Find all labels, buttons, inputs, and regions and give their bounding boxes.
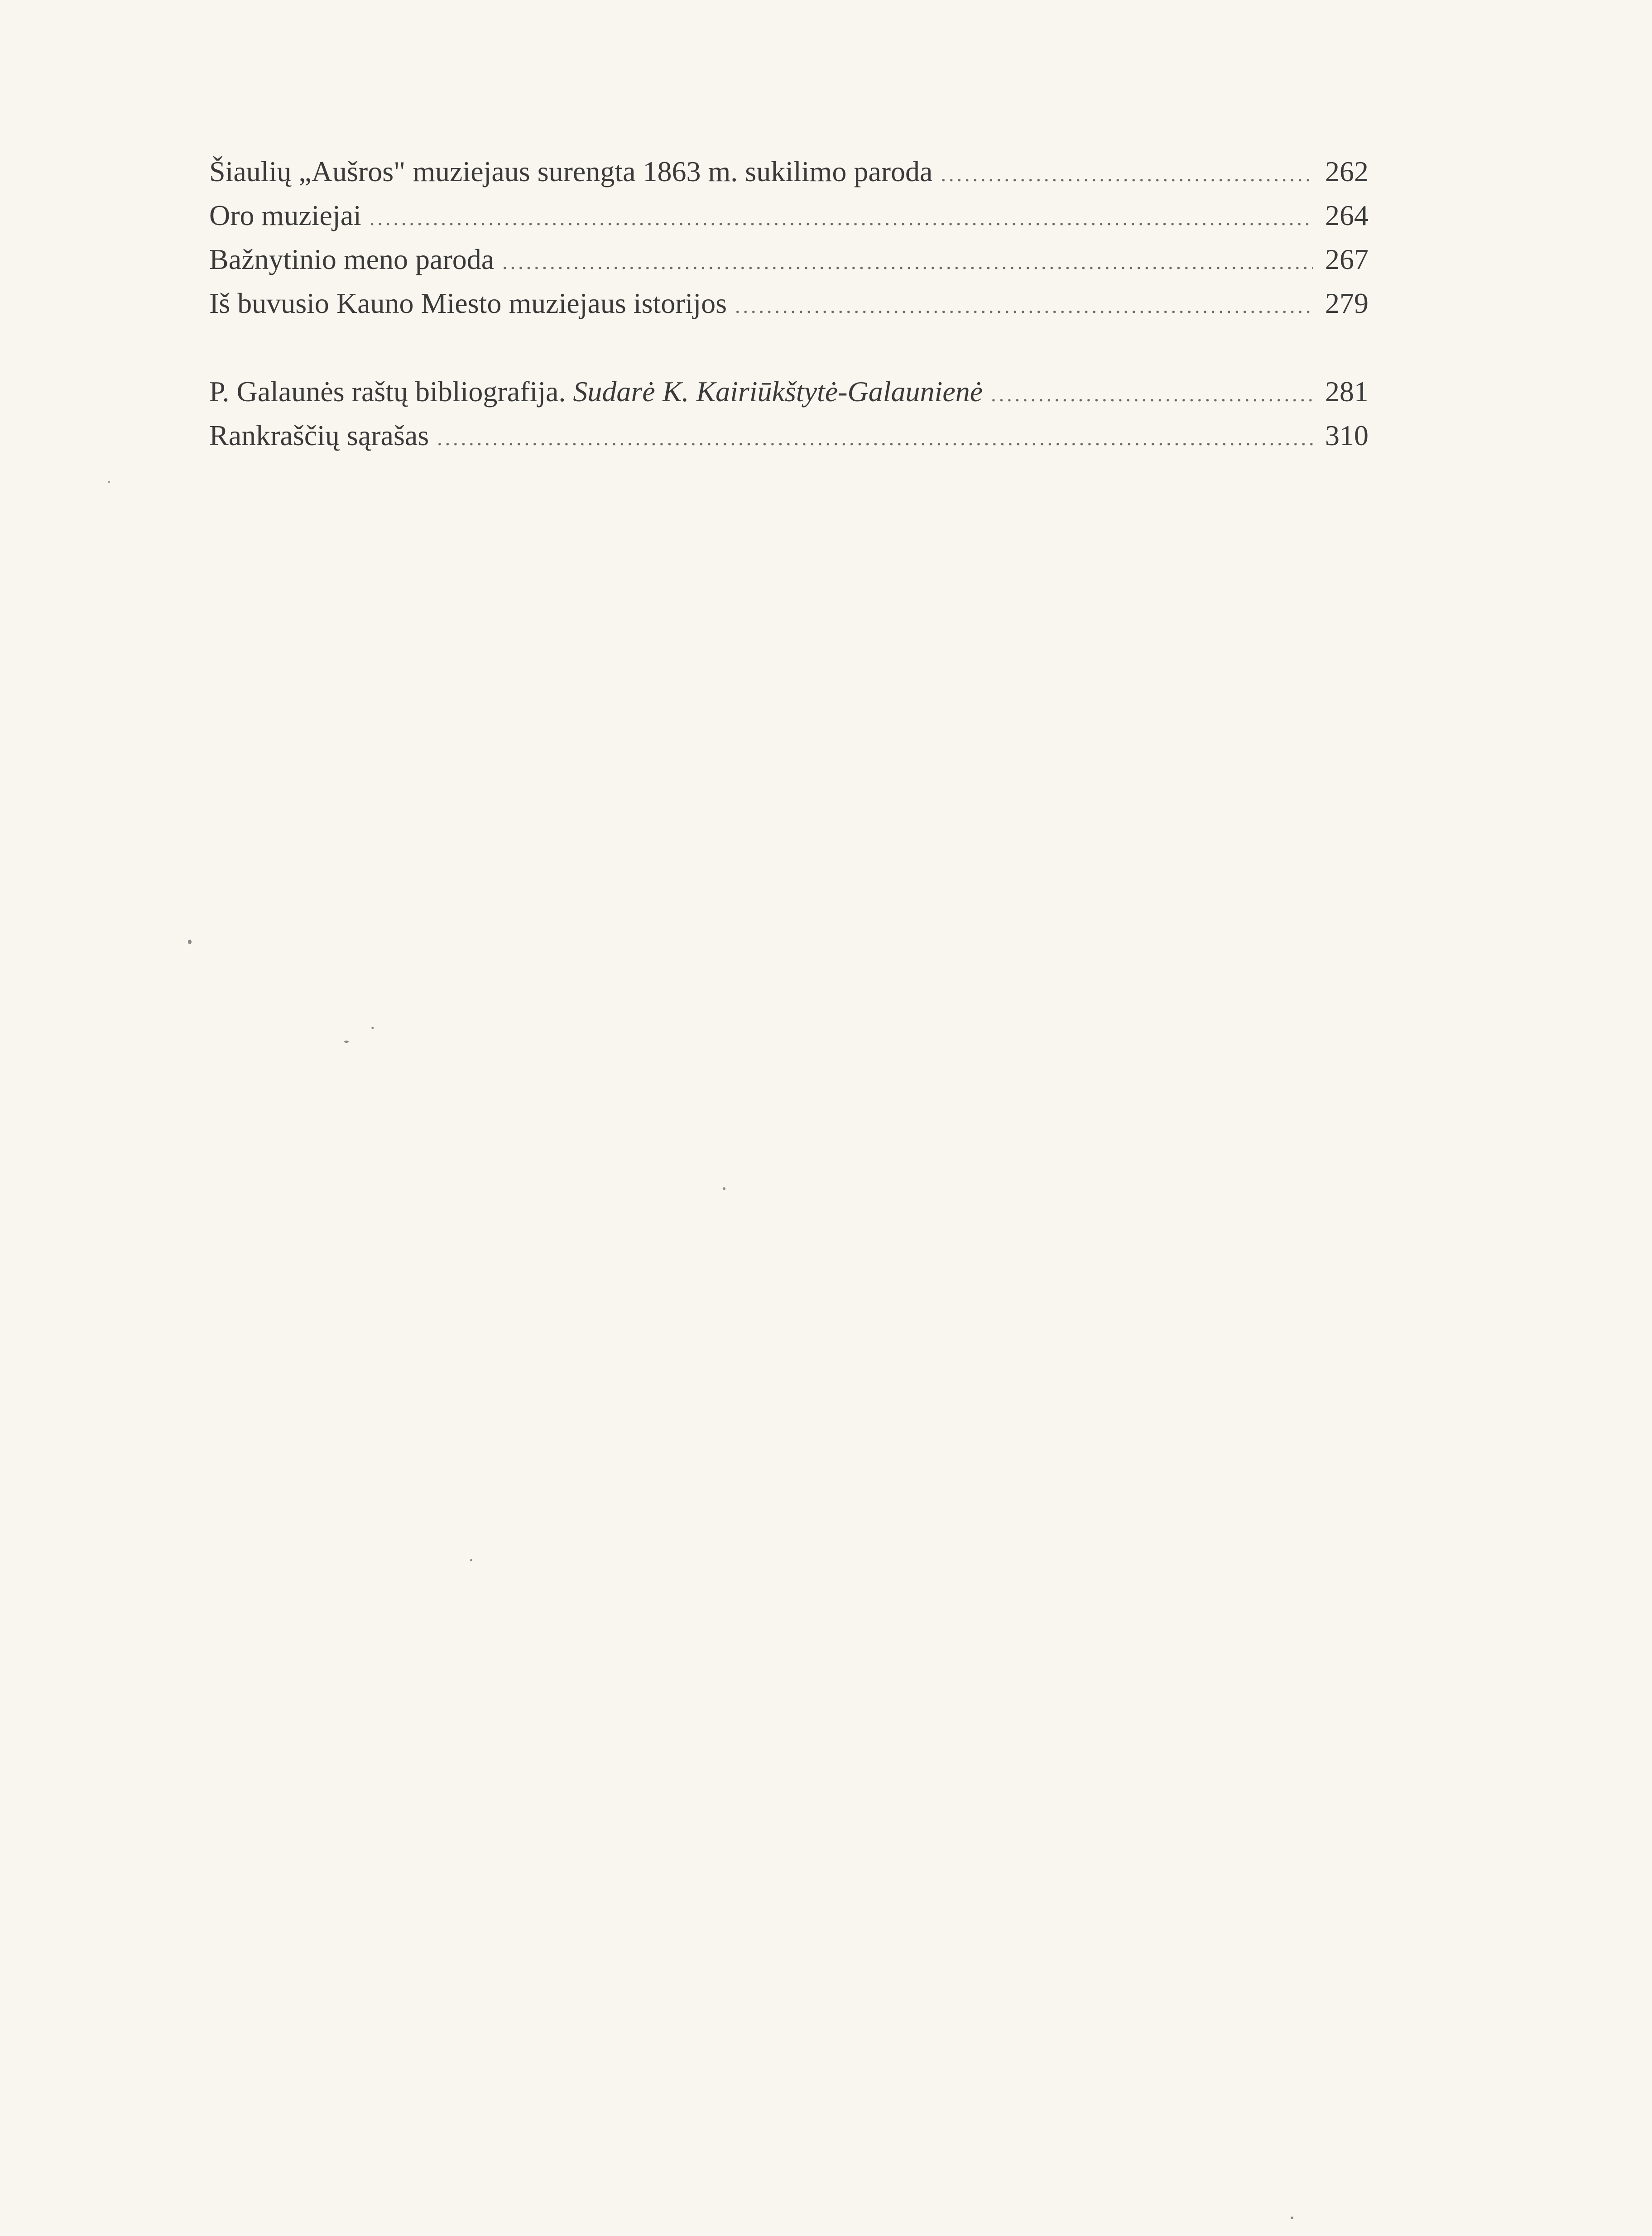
paper-speck	[344, 1041, 349, 1043]
toc-entry-title: Bažnytinio meno paroda	[209, 243, 495, 275]
toc-entry-page: 267	[1325, 243, 1369, 275]
toc-entry-author-note: Sudarė K. Kairiūkštytė-Galaunienė	[573, 375, 983, 408]
toc-entry-title: Oro muziejai	[209, 199, 361, 231]
toc-dot-leader	[437, 416, 1313, 460]
toc-entry	[209, 149, 1369, 193]
toc-entry	[209, 281, 1369, 325]
toc-entry	[209, 237, 1369, 281]
toc-entry-page: 310	[1325, 419, 1369, 451]
paper-speck	[371, 1027, 374, 1029]
toc-entry	[209, 413, 1369, 457]
paper-speck	[188, 940, 192, 944]
toc-entry-title: Šiaulių „Aušros" muziejaus surengta 1863 m. sukilimo paroda	[209, 155, 933, 187]
toc-entry-title: Rankraščių sąrašas	[209, 419, 429, 451]
toc-dot-leader	[502, 240, 1313, 284]
toc-entry	[209, 193, 1369, 237]
toc-entry	[209, 369, 1369, 413]
toc-entry-page: 281	[1325, 375, 1369, 408]
toc-entry-page: 264	[1325, 199, 1369, 231]
paper-speck	[1291, 2217, 1293, 2219]
toc-dot-leader	[370, 196, 1313, 240]
toc-dot-leader	[941, 152, 1313, 196]
toc-entry-title	[209, 369, 983, 413]
toc-dot-leader	[735, 284, 1313, 328]
toc-entry-page: 262	[1325, 155, 1369, 187]
toc-entry-page: 279	[1325, 287, 1369, 319]
table-of-contents	[209, 149, 1369, 457]
paper-speck	[470, 1559, 472, 1561]
toc-entry-title: Iš buvusio Kauno Miesto muziejaus istorijos	[209, 287, 727, 319]
paper-speck	[723, 1187, 725, 1190]
toc-group-articles	[209, 149, 1369, 325]
toc-group-appendices	[209, 369, 1369, 457]
toc-dot-leader	[991, 372, 1313, 416]
toc-entry-title-text: P. Galaunės raštų bibliografija.	[209, 375, 566, 408]
paper-speck	[108, 481, 110, 483]
